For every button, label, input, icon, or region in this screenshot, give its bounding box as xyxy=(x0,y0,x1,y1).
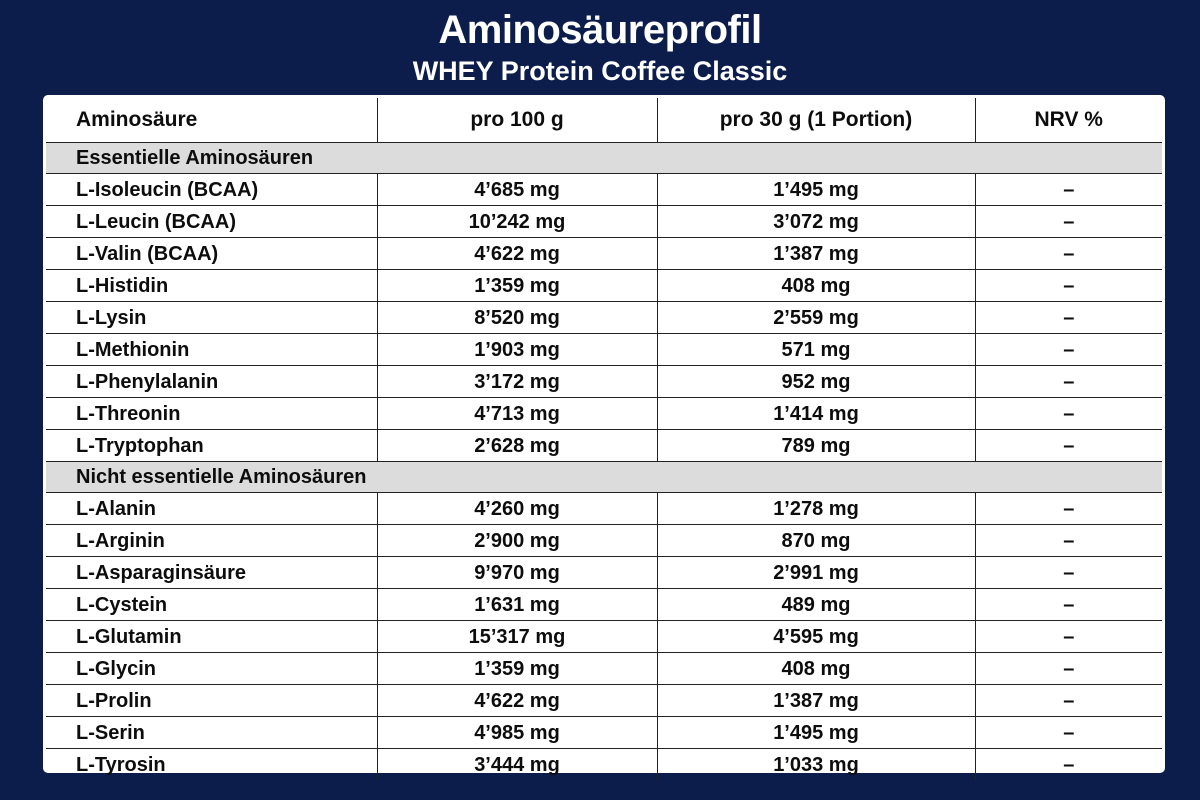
cell-per-100g: 2’900 mg xyxy=(377,525,657,557)
cell-per-100g: 9’970 mg xyxy=(377,557,657,589)
cell-per-30g: 408 mg xyxy=(657,653,975,685)
cell-per-30g: 1’495 mg xyxy=(657,717,975,749)
table-header xyxy=(46,98,1162,143)
table-row xyxy=(46,685,1162,717)
cell-per-30g: 489 mg xyxy=(657,589,975,621)
cell-per-30g: 1’387 mg xyxy=(657,685,975,717)
cell-per-30g: 789 mg xyxy=(657,430,975,462)
cell-nrv: – xyxy=(975,302,1162,334)
table-row xyxy=(46,206,1162,238)
cell-nrv: – xyxy=(975,174,1162,206)
cell-amino-acid: L-Methionin xyxy=(46,334,377,366)
page-title: Aminosäureprofil xyxy=(438,8,762,52)
cell-nrv: – xyxy=(975,653,1162,685)
cell-per-100g: 1’359 mg xyxy=(377,653,657,685)
cell-amino-acid: L-Asparaginsäure xyxy=(46,557,377,589)
section-row xyxy=(46,143,1162,174)
cell-per-30g: 408 mg xyxy=(657,270,975,302)
cell-per-30g: 1’495 mg xyxy=(657,174,975,206)
cell-nrv: – xyxy=(975,557,1162,589)
table-row xyxy=(46,174,1162,206)
table-row xyxy=(46,334,1162,366)
table-row xyxy=(46,653,1162,685)
cell-amino-acid: L-Serin xyxy=(46,717,377,749)
section-label: Essentielle Aminosäuren xyxy=(46,143,1162,174)
cell-per-30g: 952 mg xyxy=(657,366,975,398)
cell-nrv: – xyxy=(975,525,1162,557)
cell-per-100g: 15’317 mg xyxy=(377,621,657,653)
cell-nrv: – xyxy=(975,685,1162,717)
cell-per-30g: 3’072 mg xyxy=(657,206,975,238)
cell-per-100g: 10’242 mg xyxy=(377,206,657,238)
cell-nrv: – xyxy=(975,334,1162,366)
table-row xyxy=(46,525,1162,557)
cell-nrv: – xyxy=(975,493,1162,525)
cell-amino-acid: L-Phenylalanin xyxy=(46,366,377,398)
cell-nrv: – xyxy=(975,430,1162,462)
cell-per-30g: 571 mg xyxy=(657,334,975,366)
cell-amino-acid: L-Valin (BCAA) xyxy=(46,238,377,270)
cell-per-100g: 4’985 mg xyxy=(377,717,657,749)
table-row xyxy=(46,749,1162,781)
cell-per-100g: 1’359 mg xyxy=(377,270,657,302)
cell-amino-acid: L-Threonin xyxy=(46,398,377,430)
cell-per-100g: 4’622 mg xyxy=(377,238,657,270)
table-row xyxy=(46,589,1162,621)
table-row xyxy=(46,398,1162,430)
table-row xyxy=(46,366,1162,398)
table-row xyxy=(46,270,1162,302)
cell-nrv: – xyxy=(975,206,1162,238)
table-body xyxy=(46,143,1162,781)
cell-amino-acid: L-Tyrosin xyxy=(46,749,377,781)
cell-amino-acid: L-Leucin (BCAA) xyxy=(46,206,377,238)
section-row xyxy=(46,462,1162,493)
cell-per-100g: 4’713 mg xyxy=(377,398,657,430)
cell-per-100g: 2’628 mg xyxy=(377,430,657,462)
cell-per-30g: 2’991 mg xyxy=(657,557,975,589)
cell-per-30g: 870 mg xyxy=(657,525,975,557)
cell-per-100g: 8’520 mg xyxy=(377,302,657,334)
cell-per-100g: 3’172 mg xyxy=(377,366,657,398)
table-row xyxy=(46,557,1162,589)
cell-nrv: – xyxy=(975,238,1162,270)
page-subtitle: WHEY Protein Coffee Classic xyxy=(412,56,788,86)
cell-per-30g: 1’033 mg xyxy=(657,749,975,781)
header-nrv: NRV % xyxy=(975,98,1162,143)
cell-nrv: – xyxy=(975,589,1162,621)
cell-amino-acid: L-Alanin xyxy=(46,493,377,525)
cell-per-100g: 4’622 mg xyxy=(377,685,657,717)
cell-nrv: – xyxy=(975,270,1162,302)
amino-acid-table xyxy=(46,98,1162,780)
header-per-30g: pro 30 g (1 Portion) xyxy=(657,98,975,143)
table-row xyxy=(46,717,1162,749)
header-amino-acid: Aminosäure xyxy=(46,98,377,143)
header-per-100g: pro 100 g xyxy=(377,98,657,143)
cell-per-100g: 1’631 mg xyxy=(377,589,657,621)
table-row xyxy=(46,430,1162,462)
cell-per-30g: 2’559 mg xyxy=(657,302,975,334)
section-label: Nicht essentielle Aminosäuren xyxy=(46,462,1162,493)
cell-amino-acid: L-Arginin xyxy=(46,525,377,557)
cell-per-100g: 4’685 mg xyxy=(377,174,657,206)
cell-per-30g: 4’595 mg xyxy=(657,621,975,653)
table-row xyxy=(46,493,1162,525)
cell-amino-acid: L-Cystein xyxy=(46,589,377,621)
cell-nrv: – xyxy=(975,749,1162,781)
cell-amino-acid: L-Isoleucin (BCAA) xyxy=(46,174,377,206)
cell-nrv: – xyxy=(975,717,1162,749)
cell-nrv: – xyxy=(975,621,1162,653)
cell-nrv: – xyxy=(975,366,1162,398)
cell-per-30g: 1’387 mg xyxy=(657,238,975,270)
cell-amino-acid: L-Prolin xyxy=(46,685,377,717)
cell-per-30g: 1’278 mg xyxy=(657,493,975,525)
cell-per-100g: 3’444 mg xyxy=(377,749,657,781)
cell-per-100g: 4’260 mg xyxy=(377,493,657,525)
cell-amino-acid: L-Histidin xyxy=(46,270,377,302)
cell-amino-acid: L-Glutamin xyxy=(46,621,377,653)
cell-amino-acid: L-Tryptophan xyxy=(46,430,377,462)
table-row xyxy=(46,621,1162,653)
cell-nrv: – xyxy=(975,398,1162,430)
cell-amino-acid: L-Lysin xyxy=(46,302,377,334)
cell-amino-acid: L-Glycin xyxy=(46,653,377,685)
table-row xyxy=(46,302,1162,334)
table-row xyxy=(46,238,1162,270)
amino-acid-table-container xyxy=(43,95,1165,776)
cell-per-30g: 1’414 mg xyxy=(657,398,975,430)
header-row xyxy=(46,98,1162,143)
cell-per-100g: 1’903 mg xyxy=(377,334,657,366)
